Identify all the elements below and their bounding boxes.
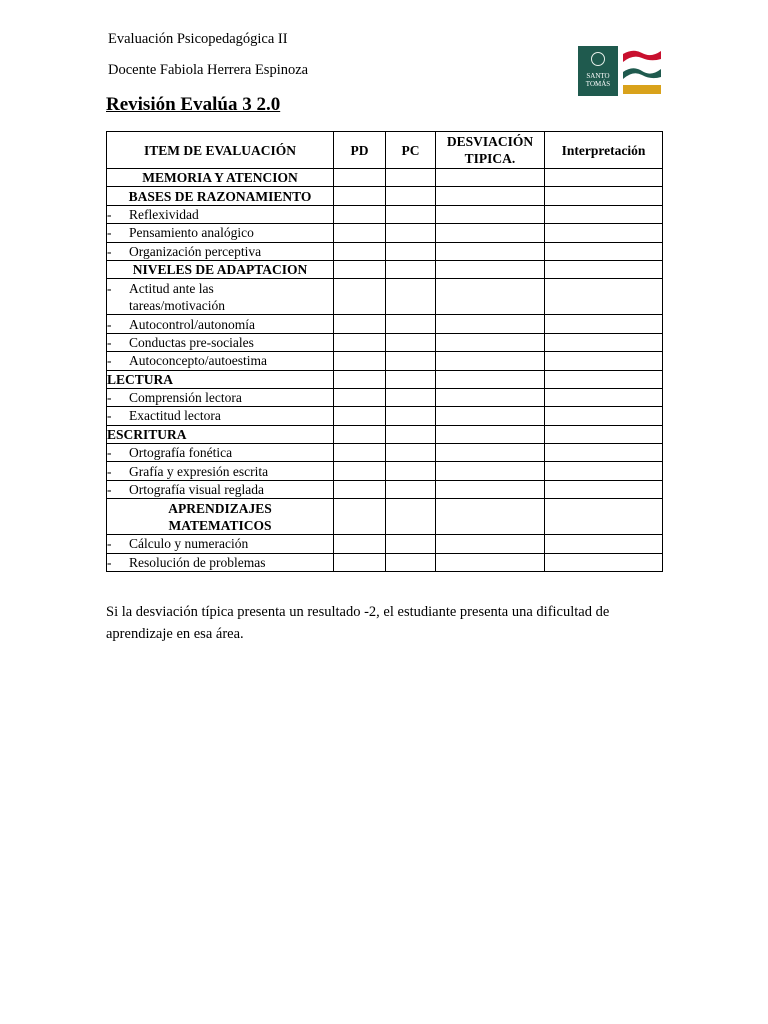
table-row [107, 425, 663, 443]
desviacion-cell[interactable] [436, 242, 545, 260]
table-row [107, 187, 663, 205]
item-label: Actitud ante las tareas/motivación [129, 280, 225, 313]
pc-cell[interactable] [386, 480, 436, 498]
interpretacion-cell[interactable] [545, 242, 663, 260]
desviacion-cell[interactable] [436, 224, 545, 242]
pd-cell[interactable] [334, 370, 386, 388]
pc-cell[interactable] [386, 333, 436, 351]
interpretacion-cell[interactable] [545, 425, 663, 443]
header-item: ITEM DE EVALUACIÓN [107, 132, 334, 169]
item-cell [107, 388, 334, 406]
pd-cell[interactable] [334, 242, 386, 260]
pc-cell[interactable] [386, 370, 436, 388]
pd-cell[interactable] [334, 187, 386, 205]
pc-cell[interactable] [386, 279, 436, 315]
interpretacion-cell[interactable] [545, 444, 663, 462]
table-row [107, 480, 663, 498]
interpretacion-cell[interactable] [545, 499, 663, 535]
interpretacion-cell[interactable] [545, 388, 663, 406]
desviacion-cell[interactable] [436, 315, 545, 333]
pd-cell[interactable] [334, 388, 386, 406]
table-row [107, 444, 663, 462]
item-label: Autocontrol/autonomía [129, 316, 255, 332]
item-bullet: - [107, 243, 112, 259]
table-row [107, 535, 663, 553]
header-interpretacion: Interpretación [545, 132, 663, 169]
pd-cell[interactable] [334, 444, 386, 462]
pd-cell[interactable] [334, 553, 386, 571]
interpretacion-cell[interactable] [545, 535, 663, 553]
teacher-name: Docente Fabiola Herrera Espinoza [108, 62, 309, 78]
pc-cell[interactable] [386, 462, 436, 480]
category-cell: LECTURA [107, 370, 334, 388]
item-cell [107, 242, 334, 260]
pd-cell[interactable] [334, 535, 386, 553]
item-bullet: - [107, 536, 112, 552]
item-cell [107, 279, 334, 315]
desviacion-cell[interactable] [436, 205, 545, 223]
interpretacion-cell[interactable] [545, 205, 663, 223]
footnote: Si la desviación típica presenta un resultado -2, el estudiante presenta una dificultad de aprendizaje en esa área. [106, 604, 610, 642]
table-row [107, 553, 663, 571]
interpretacion-cell[interactable] [545, 370, 663, 388]
item-cell [107, 315, 334, 333]
pc-cell[interactable] [386, 187, 436, 205]
table-row [107, 315, 663, 333]
desviacion-cell[interactable] [436, 388, 545, 406]
pc-cell[interactable] [386, 169, 436, 187]
pc-cell[interactable] [386, 388, 436, 406]
item-label: Grafía y expresión escrita [129, 463, 269, 479]
document-title: Revisión Evalúa 3 2.0 [106, 94, 281, 115]
desviacion-cell[interactable] [436, 187, 545, 205]
item-bullet: - [107, 482, 112, 498]
pd-cell[interactable] [334, 499, 386, 535]
desviacion-cell[interactable] [436, 352, 545, 370]
item-label: Resolución de problemas [129, 554, 266, 570]
header-desviacion: DESVIACIÓN TIPICA. [436, 132, 545, 169]
pd-cell[interactable] [334, 407, 386, 425]
seal-icon [591, 52, 605, 66]
item-bullet: - [107, 463, 112, 479]
table-row [107, 279, 663, 315]
table-header-row [107, 132, 663, 169]
desviacion-cell[interactable] [436, 535, 545, 553]
table-row [107, 205, 663, 223]
desviacion-cell[interactable] [436, 480, 545, 498]
interpretacion-cell[interactable] [545, 462, 663, 480]
item-label: Conductas pre-sociales [129, 334, 254, 350]
pc-cell[interactable] [386, 425, 436, 443]
interpretacion-cell[interactable] [545, 333, 663, 351]
category-cell: NIVELES DE ADAPTACION [107, 260, 334, 278]
course-name: Evaluación Psicopedagógica II [108, 31, 288, 47]
table-row [107, 370, 663, 388]
item-label: Ortografía fonética [129, 445, 233, 461]
item-cell [107, 462, 334, 480]
item-bullet: - [107, 445, 112, 461]
interpretacion-cell[interactable] [545, 352, 663, 370]
header-pc: PC [386, 132, 436, 169]
evaluation-table [106, 131, 663, 572]
interpretacion-cell[interactable] [545, 553, 663, 571]
pc-cell[interactable] [386, 444, 436, 462]
category-cell: BASES DE RAZONAMIENTO [107, 187, 334, 205]
pc-cell[interactable] [386, 553, 436, 571]
pd-cell[interactable] [334, 260, 386, 278]
item-cell [107, 553, 334, 571]
interpretacion-cell[interactable] [545, 407, 663, 425]
item-bullet: - [107, 206, 112, 222]
table-row [107, 462, 663, 480]
item-label: Organización perceptiva [129, 243, 262, 259]
pc-cell[interactable] [386, 242, 436, 260]
item-label: Pensamiento analógico [129, 225, 254, 241]
pc-cell[interactable] [386, 352, 436, 370]
desviacion-cell[interactable] [436, 444, 545, 462]
desviacion-cell[interactable] [436, 370, 545, 388]
logo-emblem [578, 46, 618, 96]
pc-cell[interactable] [386, 315, 436, 333]
table-row [107, 224, 663, 242]
pd-cell[interactable] [334, 462, 386, 480]
table-row [107, 407, 663, 425]
interpretacion-cell[interactable] [545, 480, 663, 498]
item-bullet: - [107, 316, 112, 332]
item-label: Cálculo y numeración [129, 536, 249, 552]
item-bullet: - [107, 390, 112, 406]
desviacion-cell[interactable] [436, 260, 545, 278]
pd-cell[interactable] [334, 279, 386, 315]
category-cell: APRENDIZAJES MATEMATICOS [107, 499, 334, 535]
pc-cell[interactable] [386, 205, 436, 223]
pd-cell[interactable] [334, 315, 386, 333]
desviacion-cell[interactable] [436, 333, 545, 351]
desviacion-cell[interactable] [436, 279, 545, 315]
desviacion-cell[interactable] [436, 425, 545, 443]
table-row [107, 260, 663, 278]
interpretacion-cell[interactable] [545, 224, 663, 242]
item-label: Reflexividad [129, 206, 199, 222]
desviacion-cell[interactable] [436, 499, 545, 535]
interpretacion-cell[interactable] [545, 315, 663, 333]
interpretacion-cell[interactable] [545, 279, 663, 315]
table-row [107, 352, 663, 370]
desviacion-cell[interactable] [436, 553, 545, 571]
pd-cell[interactable] [334, 333, 386, 351]
pd-cell[interactable] [334, 352, 386, 370]
pd-cell[interactable] [334, 205, 386, 223]
desviacion-cell[interactable] [436, 407, 545, 425]
interpretacion-cell[interactable] [545, 169, 663, 187]
desviacion-cell[interactable] [436, 169, 545, 187]
item-label: Autoconcepto/autoestima [129, 353, 267, 369]
item-cell [107, 535, 334, 553]
category-cell: MEMORIA Y ATENCION [107, 169, 334, 187]
item-bullet: - [107, 554, 112, 570]
pc-cell[interactable] [386, 407, 436, 425]
flag-stripes-icon [623, 48, 661, 94]
pc-cell[interactable] [386, 224, 436, 242]
table-row [107, 242, 663, 260]
item-label: Ortografía visual reglada [129, 482, 264, 498]
item-bullet: - [107, 408, 112, 424]
item-bullet: - [107, 353, 112, 369]
item-cell [107, 205, 334, 223]
item-cell [107, 407, 334, 425]
table-row [107, 499, 663, 535]
item-bullet: - [107, 334, 112, 350]
category-cell: ESCRITURA [107, 425, 334, 443]
pc-cell[interactable] [386, 535, 436, 553]
header-pd: PD [334, 132, 386, 169]
pc-cell[interactable] [386, 260, 436, 278]
item-cell [107, 333, 334, 351]
item-cell [107, 480, 334, 498]
logo-text-line2: TOMÁS [585, 80, 611, 88]
pd-cell[interactable] [334, 480, 386, 498]
table-row [107, 388, 663, 406]
item-label: Exactitud lectora [129, 408, 221, 424]
pc-cell[interactable] [386, 499, 436, 535]
item-bullet: - [107, 280, 112, 296]
santo-tomas-logo [578, 46, 662, 96]
logo-text-line1: SANTO [586, 72, 610, 80]
pd-cell[interactable] [334, 224, 386, 242]
item-cell [107, 352, 334, 370]
table-row [107, 169, 663, 187]
table-row [107, 333, 663, 351]
pd-cell[interactable] [334, 425, 386, 443]
item-cell [107, 444, 334, 462]
item-cell [107, 224, 334, 242]
interpretacion-cell[interactable] [545, 260, 663, 278]
interpretacion-cell[interactable] [545, 187, 663, 205]
pd-cell[interactable] [334, 169, 386, 187]
item-bullet: - [107, 225, 112, 241]
desviacion-cell[interactable] [436, 462, 545, 480]
item-label: Comprensión lectora [129, 390, 242, 406]
